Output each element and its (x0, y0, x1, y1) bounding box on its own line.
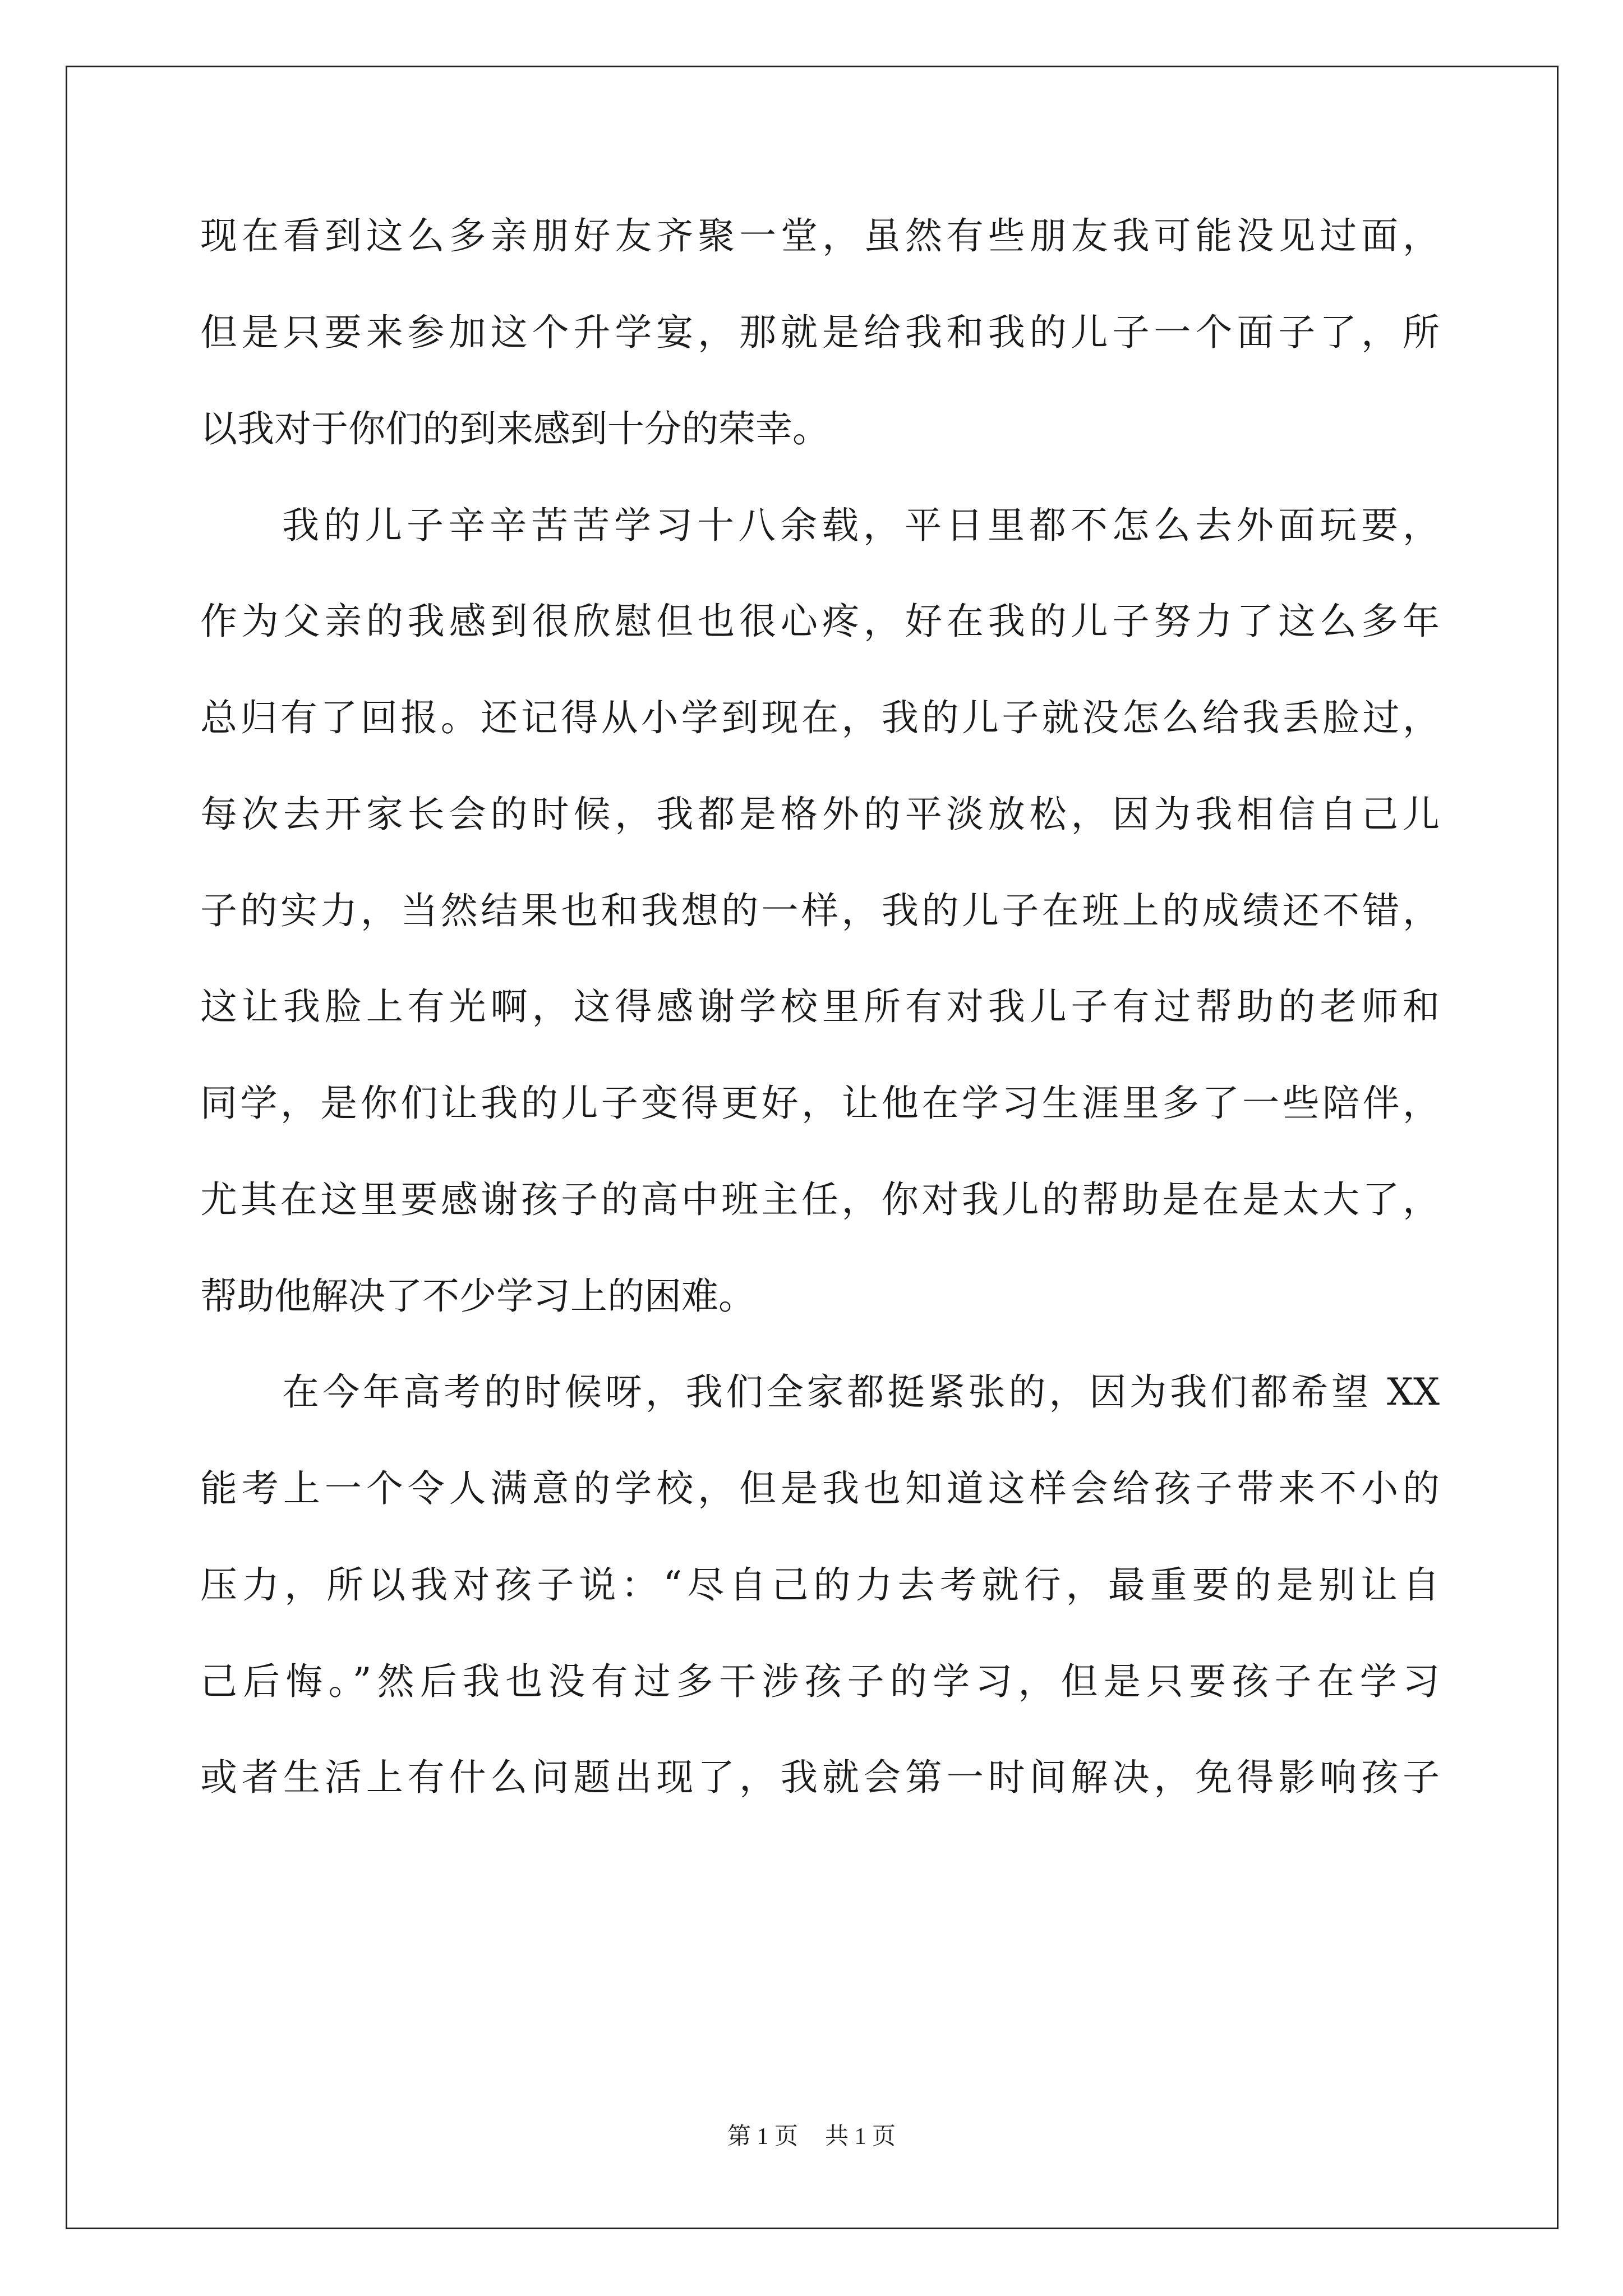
text-line: 每次去开家长会的时候，我都是格外的平淡放松，因为我相信自己儿 (200, 793, 1440, 836)
text-line: 现在看到这么多亲朋好友齐聚一堂，虽然有些朋友我可能没见过面， (200, 214, 1440, 257)
text-line: 帮助他解决了不少学习上的困难。 (200, 1274, 755, 1318)
text-line: 压力，所以我对孩子说：“尽自己的力去考就行，最重要的是别让自 (200, 1563, 1440, 1607)
text-line: 己后悔。”然后我也没有过多干涉孩子的学习，但是只要孩子在学习 (200, 1660, 1440, 1703)
page-total: 共 1 页 (825, 2124, 896, 2150)
text-line: 能考上一个令人满意的学校，但是我也知道这样会给孩子带来不小的 (200, 1467, 1440, 1510)
text-line: 我的儿子辛辛苦苦学习十八余载，平日里都不怎么去外面玩要， (282, 504, 1440, 547)
page-border (66, 66, 1559, 2229)
text-line: 但是只要来参加这个升学宴，那就是给我和我的儿子一个面子了，所 (200, 311, 1440, 354)
page-footer (0, 2120, 1623, 2154)
text-line: 作为父亲的我感到很欣慰但也很心疼，好在我的儿子努力了这么多年 (200, 600, 1440, 643)
text-line: 同学，是你们让我的儿子变得更好，让他在学习生涯里多了一些陪伴， (200, 1082, 1440, 1125)
text-line: 以我对于你们的到来感到十分的荣幸。 (200, 407, 829, 450)
text-line: 总归有了回报。还记得从小学到现在，我的儿子就没怎么给我丢脸过， (200, 696, 1440, 739)
text-line: 或者生活上有什么问题出现了，我就会第一时间解决，免得影响孩子 (200, 1756, 1440, 1799)
text-line: 子的实力，当然结果也和我想的一样，我的儿子在班上的成绩还不错， (200, 889, 1440, 932)
text-line: 在今年高考的时候呀，我们全家都挺紧张的，因为我们都希望 XX (282, 1370, 1440, 1414)
text-line: 这让我脸上有光啊，这得感谢学校里所有对我儿子有过帮助的老师和 (200, 985, 1440, 1028)
page-number: 第 1 页 (727, 2124, 798, 2150)
text-line: 尤其在这里要感谢孩子的高中班主任，你对我儿的帮助是在是太大了， (200, 1178, 1440, 1221)
